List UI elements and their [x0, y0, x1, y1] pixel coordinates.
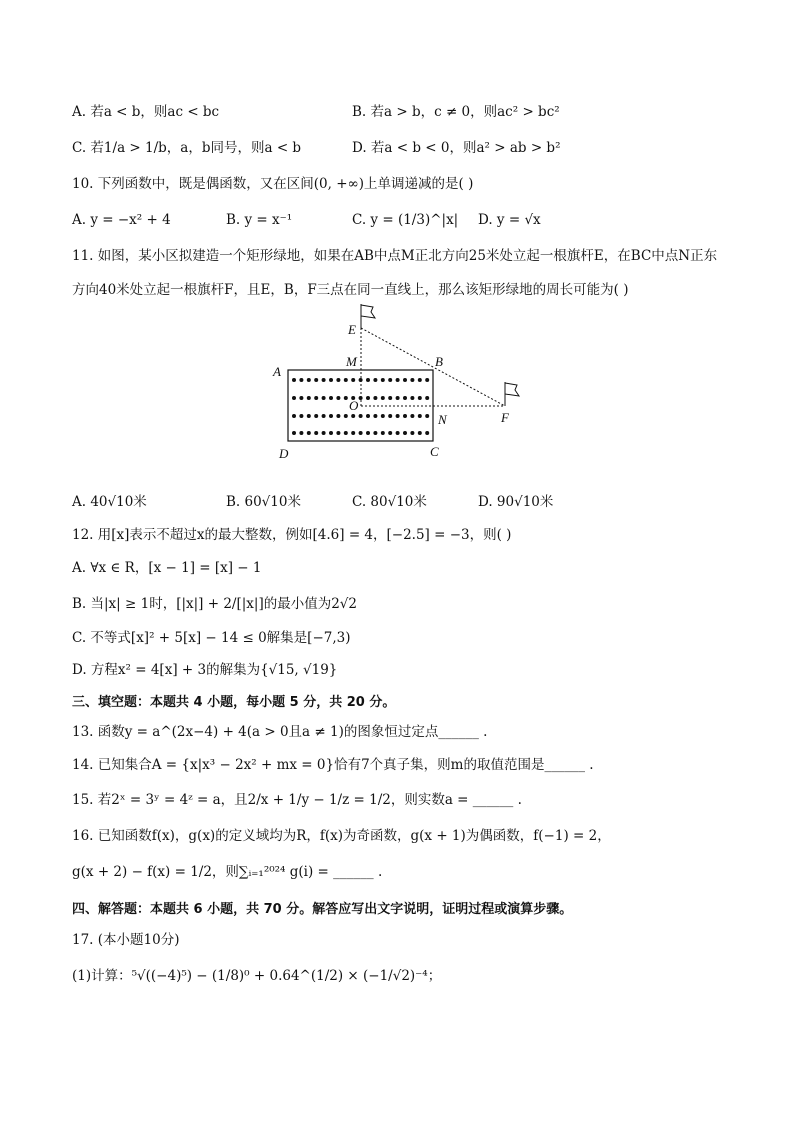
q11-stem-line2: 方向40米处立起一根旗杆F，且E，B，F三点在同一直线上，那么该矩形绿地的周长可能为( )	[72, 282, 629, 298]
area-dot	[307, 378, 311, 382]
q17-title: 17. (本小题10分)	[72, 932, 180, 948]
area-dot	[373, 414, 377, 418]
area-dot	[292, 431, 296, 435]
area-dot	[418, 396, 422, 400]
area-dot	[307, 414, 311, 418]
area-dot	[366, 431, 370, 435]
area-dot	[373, 396, 377, 400]
q9-option-b: B. 若a > b，c ≠ 0，则ac² > bc²	[352, 104, 560, 120]
area-dot	[373, 431, 377, 435]
q12-option-b: B. 当|x| ≥ 1时，[|x|] + 2/[|x|]的最小值为2√2	[72, 596, 357, 612]
area-dot	[299, 431, 303, 435]
area-dot	[403, 396, 407, 400]
area-dot	[410, 396, 414, 400]
q16-line2: g(x + 2) − f(x) = 1/2，则∑ᵢ₌₁²⁰²⁴ g(i) = ______ .	[72, 864, 383, 880]
area-dot	[292, 396, 296, 400]
label-f: F	[501, 410, 509, 425]
area-dot	[425, 396, 429, 400]
q9-option-a: A. 若a < b，则ac < bc	[72, 104, 220, 120]
q9-option-c: C. 若1/a > 1/b，a，b同号，则a < b	[72, 140, 302, 156]
section-3-heading: 三、填空题：本题共 4 小题，每小题 5 分，共 20 分。	[72, 695, 396, 710]
label-b: B	[435, 354, 443, 369]
q11-option-c: C. 80√10米	[352, 494, 427, 510]
q11-option-b: B. 60√10米	[226, 494, 301, 510]
q10-option-c: C. y = (1/3)^|x|	[352, 212, 459, 228]
area-dot	[388, 378, 392, 382]
area-dot	[344, 378, 348, 382]
area-dot	[314, 396, 318, 400]
area-dot	[381, 378, 385, 382]
area-dot	[403, 414, 407, 418]
area-dot	[366, 414, 370, 418]
q15: 15. 若2ˣ = 3ʸ = 4ᶻ = a，且2/x + 1/y − 1/z = 1/2，则实数a = ______ .	[72, 792, 522, 808]
flag-f-icon	[505, 383, 519, 396]
area-dot	[322, 431, 326, 435]
area-dot	[388, 431, 392, 435]
area-dot	[396, 378, 400, 382]
area-dot	[351, 378, 355, 382]
q12-stem: 12. 用[x]表示不超过x的最大整数，例如[4.6] = 4，[−2.5] = −3，则( )	[72, 527, 512, 543]
area-dot	[336, 396, 340, 400]
q10-option-b: B. y = x⁻¹	[226, 212, 293, 228]
area-dot	[292, 378, 296, 382]
area-dot	[410, 414, 414, 418]
area-dot	[336, 378, 340, 382]
area-dot	[336, 414, 340, 418]
area-dot	[299, 414, 303, 418]
q10-option-d: D. y = √x	[478, 212, 541, 228]
area-dot	[336, 431, 340, 435]
area-dot	[344, 431, 348, 435]
q11-figure	[265, 302, 535, 467]
q12-option-d: D. 方程x² = 4[x] + 3的解集为{√15, √19}	[72, 662, 338, 678]
q11-option-d: D. 90√10米	[478, 494, 554, 510]
area-dot	[329, 378, 333, 382]
area-dot	[410, 431, 414, 435]
label-o: O	[349, 398, 359, 413]
area-dot	[418, 431, 422, 435]
area-dot	[314, 431, 318, 435]
area-dot	[410, 378, 414, 382]
area-dot	[329, 414, 333, 418]
area-dot	[373, 378, 377, 382]
area-dot	[381, 396, 385, 400]
area-dot	[322, 378, 326, 382]
area-dot	[366, 396, 370, 400]
area-dot	[359, 414, 363, 418]
area-dot	[299, 396, 303, 400]
area-dot	[329, 396, 333, 400]
area-dot	[307, 431, 311, 435]
label-c: C	[430, 444, 439, 459]
flag-e-icon	[361, 305, 375, 318]
area-dot	[314, 414, 318, 418]
label-d: D	[279, 446, 289, 461]
area-dot	[396, 431, 400, 435]
area-dot	[381, 414, 385, 418]
area-dot	[425, 414, 429, 418]
q14: 14. 已知集合A = {x|x³ − 2x² + mx = 0}恰有7个真子集，则m的取值范围是______ .	[72, 757, 594, 773]
label-n: N	[438, 412, 447, 427]
area-dot	[418, 414, 422, 418]
area-dot	[388, 396, 392, 400]
label-m: M	[346, 354, 357, 369]
q16-line1: 16. 已知函数f(x)，g(x)的定义域均为R，f(x)为奇函数，g(x + 1)为偶函数，f(−1) = 2，	[72, 828, 611, 844]
q17-part1: (1)计算：⁵√((−4)⁵) − (1/8)⁰ + 0.64^(1/2) × (−1/√2)⁻⁴；	[72, 968, 442, 984]
area-dot	[344, 396, 348, 400]
q12-option-a: A. ∀x ∈ R，[x − 1] = [x] − 1	[72, 560, 262, 576]
area-dot	[381, 431, 385, 435]
area-dot	[351, 414, 355, 418]
area-dot	[307, 396, 311, 400]
q12-option-c: C. 不等式[x]² + 5[x] − 14 ≤ 0解集是[−7,3)	[72, 630, 351, 646]
area-dot	[388, 414, 392, 418]
area-dot	[329, 431, 333, 435]
area-dot	[396, 396, 400, 400]
q9-option-d: D. 若a < b < 0，则a² > ab > b²	[352, 140, 561, 156]
area-dot	[292, 414, 296, 418]
area-dot	[396, 414, 400, 418]
q11-stem-line1: 11. 如图，某小区拟建造一个矩形绿地，如果在AB中点M正北方向25米处立起一根旗杆E，在BC中点N正东	[72, 248, 718, 264]
area-dot	[366, 378, 370, 382]
q13: 13. 函数y = a^(2x−4) + 4(a > 0且a ≠ 1)的图象恒过定点______ .	[72, 724, 488, 740]
area-dot	[299, 378, 303, 382]
q10-stem: 10. 下列函数中，既是偶函数，又在区间(0, +∞)上单调递减的是( )	[72, 176, 474, 192]
area-dot	[322, 414, 326, 418]
green-area-dots	[292, 378, 429, 435]
area-dot	[351, 431, 355, 435]
area-dot	[425, 378, 429, 382]
label-a: A	[273, 364, 281, 379]
area-dot	[359, 431, 363, 435]
q10-option-a: A. y = −x² + 4	[72, 212, 171, 228]
area-dot	[403, 378, 407, 382]
area-dot	[314, 378, 318, 382]
q11-option-a: A. 40√10米	[72, 494, 147, 510]
area-dot	[425, 431, 429, 435]
section-4-heading: 四、解答题：本题共 6 小题，共 70 分。解答应写出文字说明，证明过程或演算步骤。	[72, 902, 573, 917]
area-dot	[403, 431, 407, 435]
area-dot	[418, 378, 422, 382]
area-dot	[322, 396, 326, 400]
area-dot	[344, 414, 348, 418]
label-e: E	[348, 322, 356, 337]
